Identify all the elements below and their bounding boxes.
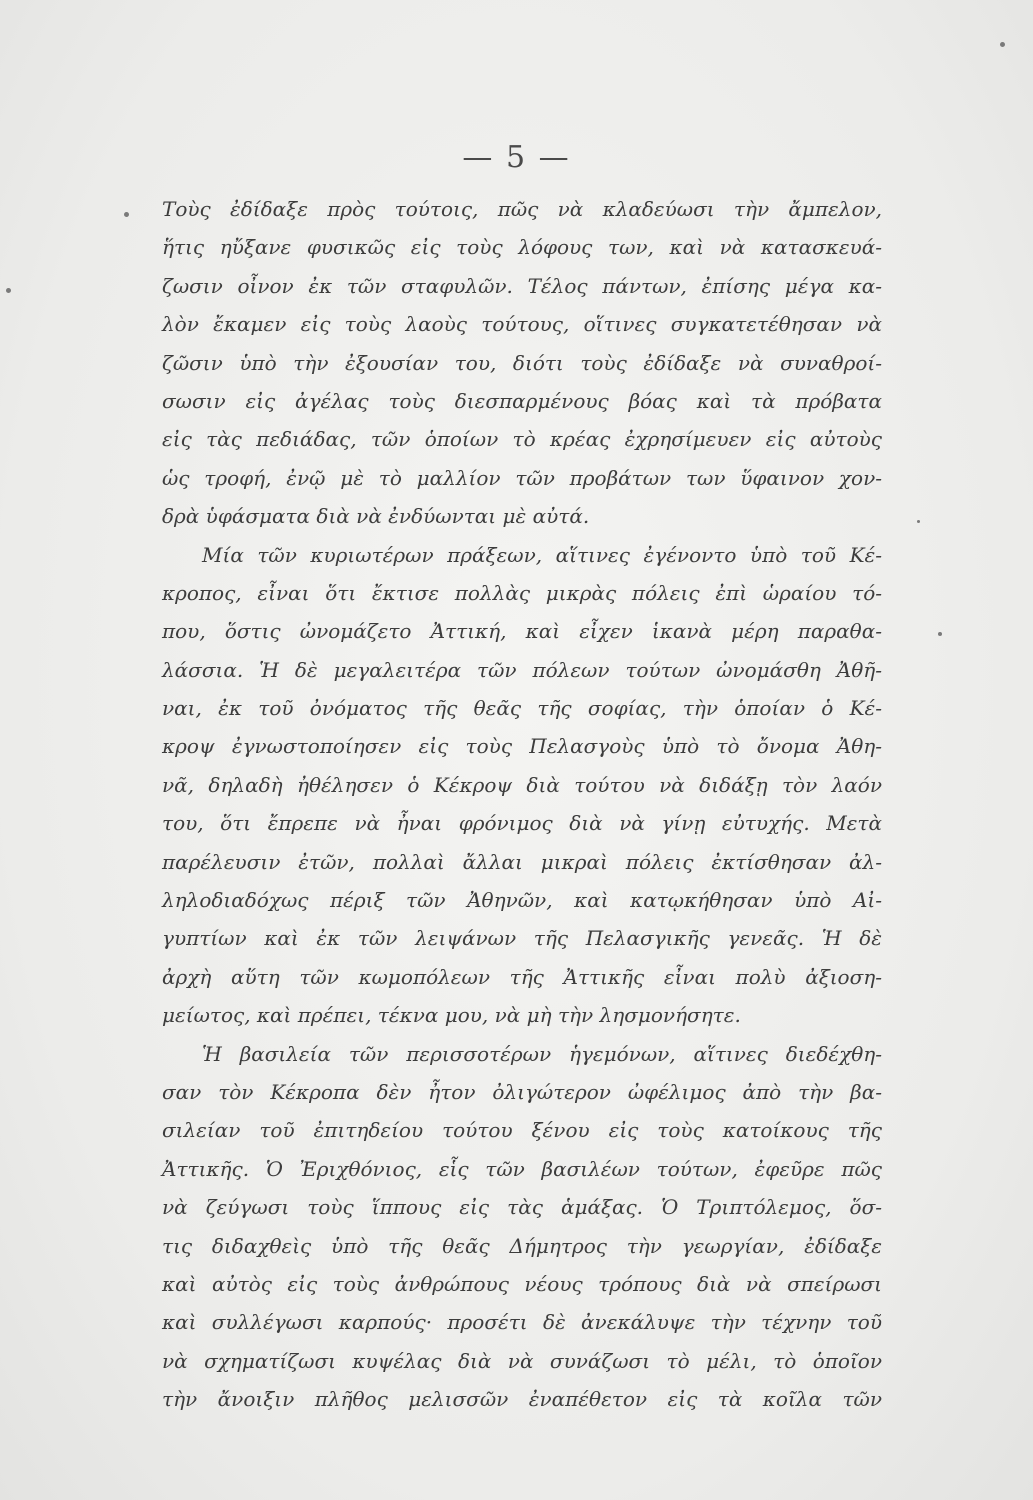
text-line: κροψ ἐγνωστοποίησεν εἰς τοὺς Πελασγοὺς ὑπὸ τὸ ὄνομα Ἀθη- <box>162 734 882 759</box>
text-line: Τοὺς ἐδίδαξε πρὸς τούτοις, πῶς νὰ κλαδεύωσι τὴν ἄμπελον, <box>162 197 882 221</box>
text-line: δρὰ ὑφάσματα διὰ νὰ ἐνδύωνται μὲ αὐτά. <box>162 504 590 529</box>
text-line: που, ὅστις ὠνομάζετο Ἀττική, καὶ εἶχεν ἱκανὰ μέρη παραθα- <box>162 619 882 644</box>
text-line: του, ὅτι ἔπρεπε νὰ ἦναι φρόνιμος διὰ νὰ γίνῃ εὐτυχής. Μετὰ <box>162 811 882 836</box>
text-line: σαν τὸν Κέκροπα δὲν ἦτον ὀλιγώτερον ὠφέλιμος ἀπὸ τὴν βα- <box>162 1079 882 1104</box>
ink-speck <box>1000 42 1005 47</box>
text-line: καὶ αὐτὸς εἰς τοὺς ἀνθρώπους νέους τρόπους διὰ νὰ σπείρωσι <box>162 1271 882 1296</box>
ink-speck <box>917 520 920 523</box>
ink-speck <box>6 288 11 293</box>
text-line: σωσιν εἰς ἀγέλας τοὺς διεσπαρμένους βόας καὶ τὰ πρόβατα <box>162 388 882 413</box>
text-line: νὰ σχηματίζωσι κυψέλας διὰ νὰ συνάζωσι τὸ μέλι, τὸ ὁποῖον <box>162 1348 882 1373</box>
paragraph-start-line: Μία τῶν κυριωτέρων πράξεων, αἵτινες ἐγένοντο ὑπὸ τοῦ Κέ- <box>202 542 882 567</box>
text-line: ληλοδιαδόχως πέριξ τῶν Ἀθηνῶν, καὶ κατῳκήθησαν ὑπὸ Αἰ- <box>162 888 882 913</box>
text-line: ζωσιν οἶνον ἐκ τῶν σταφυλῶν. Τέλος πάντων, ἐπίσης μέγα κα- <box>162 273 882 298</box>
text-line: νὰ ζεύγωσι τοὺς ἵππους εἰς τὰς ἁμάξας. Ὁ Τριπτόλεμος, ὅσ- <box>162 1195 882 1220</box>
text-line: ὡς τροφή, ἐνῷ μὲ τὸ μαλλίον τῶν προβάτων των ὕφαινον χον- <box>162 465 882 490</box>
text-line: παρέλευσιν ἐτῶν, πολλαὶ ἄλλαι μικραὶ πόλεις ἐκτίσθησαν ἀλ- <box>162 849 882 874</box>
text-line: μείωτος, καὶ πρέπει, τέκνα μου, νὰ μὴ τὴν λησμονήσητε. <box>162 1003 741 1028</box>
text-line: ἥτις ηὔξανε φυσικῶς εἰς τοὺς λόφους των, καὶ νὰ κατασκευά- <box>162 235 882 260</box>
body-text <box>162 190 882 1419</box>
text-line: ζῶσιν ὑπὸ τὴν ἐξουσίαν του, διότι τοὺς ἐδίδαξε νὰ συναθροί- <box>162 350 882 375</box>
page-number: — 5 — <box>462 140 571 175</box>
text-line: Ἀττικῆς. Ὁ Ἐριχθόνιος, εἷς τῶν βασιλέων τούτων, ἐφεῦρε πῶς <box>162 1156 882 1181</box>
text-line: νᾶ, δηλαδὴ ἠθέλησεν ὁ Κέκροψ διὰ τούτου νὰ διδάξῃ τὸν λαόν <box>162 772 882 797</box>
text-line: τὴν ἄνοιξιν πλῆθος μελισσῶν ἐναπέθετον εἰς τὰ κοῖλα τῶν <box>162 1387 882 1412</box>
text-line: γυπτίων καὶ ἐκ τῶν λειψάνων τῆς Πελασγικῆς γενεᾶς. Ἡ δὲ <box>162 926 882 951</box>
ink-speck <box>938 632 942 636</box>
text-line: καὶ συλλέγωσι καρπούς· προσέτι δὲ ἀνεκάλυψε τὴν τέχνην τοῦ <box>162 1310 882 1335</box>
text-line: ναι, ἐκ τοῦ ὀνόματος τῆς θεᾶς τῆς σοφίας, τὴν ὁποίαν ὁ Κέ- <box>162 696 882 721</box>
paragraph-start-line: Ἡ βασιλεία τῶν περισσοτέρων ἡγεμόνων, αἵτινες διεδέχθη- <box>202 1041 882 1066</box>
text-line: ἀρχὴ αὕτη τῶν κωμοπόλεων τῆς Ἀττικῆς εἶναι πολὺ ἀξιοση- <box>162 964 882 989</box>
text-line: κροπος, εἶναι ὅτι ἔκτισε πολλὰς μικρὰς πόλεις ἐπὶ ὡραίου τό- <box>162 580 882 605</box>
text-line: εἰς τὰς πεδιάδας, τῶν ὁποίων τὸ κρέας ἐχρησίμευεν εἰς αὐτοὺς <box>162 427 882 452</box>
text-line: λάσσια. Ἡ δὲ μεγαλειτέρα τῶν πόλεων τούτων ὠνομάσθη Ἀθῆ- <box>162 657 882 682</box>
text-line: λὸν ἔκαμεν εἰς τοὺς λαοὺς τούτους, οἵτινες συγκατετέθησαν νὰ <box>162 312 882 337</box>
ink-speck <box>124 212 129 217</box>
text-line: τις διδαχθεὶς ὑπὸ τῆς θεᾶς Δήμητρος τὴν γεωργίαν, ἐδίδαξε <box>162 1233 882 1258</box>
text-line: σιλείαν τοῦ ἐπιτηδείου τούτου ξένου εἰς τοὺς κατοίκους τῆς <box>162 1118 882 1143</box>
